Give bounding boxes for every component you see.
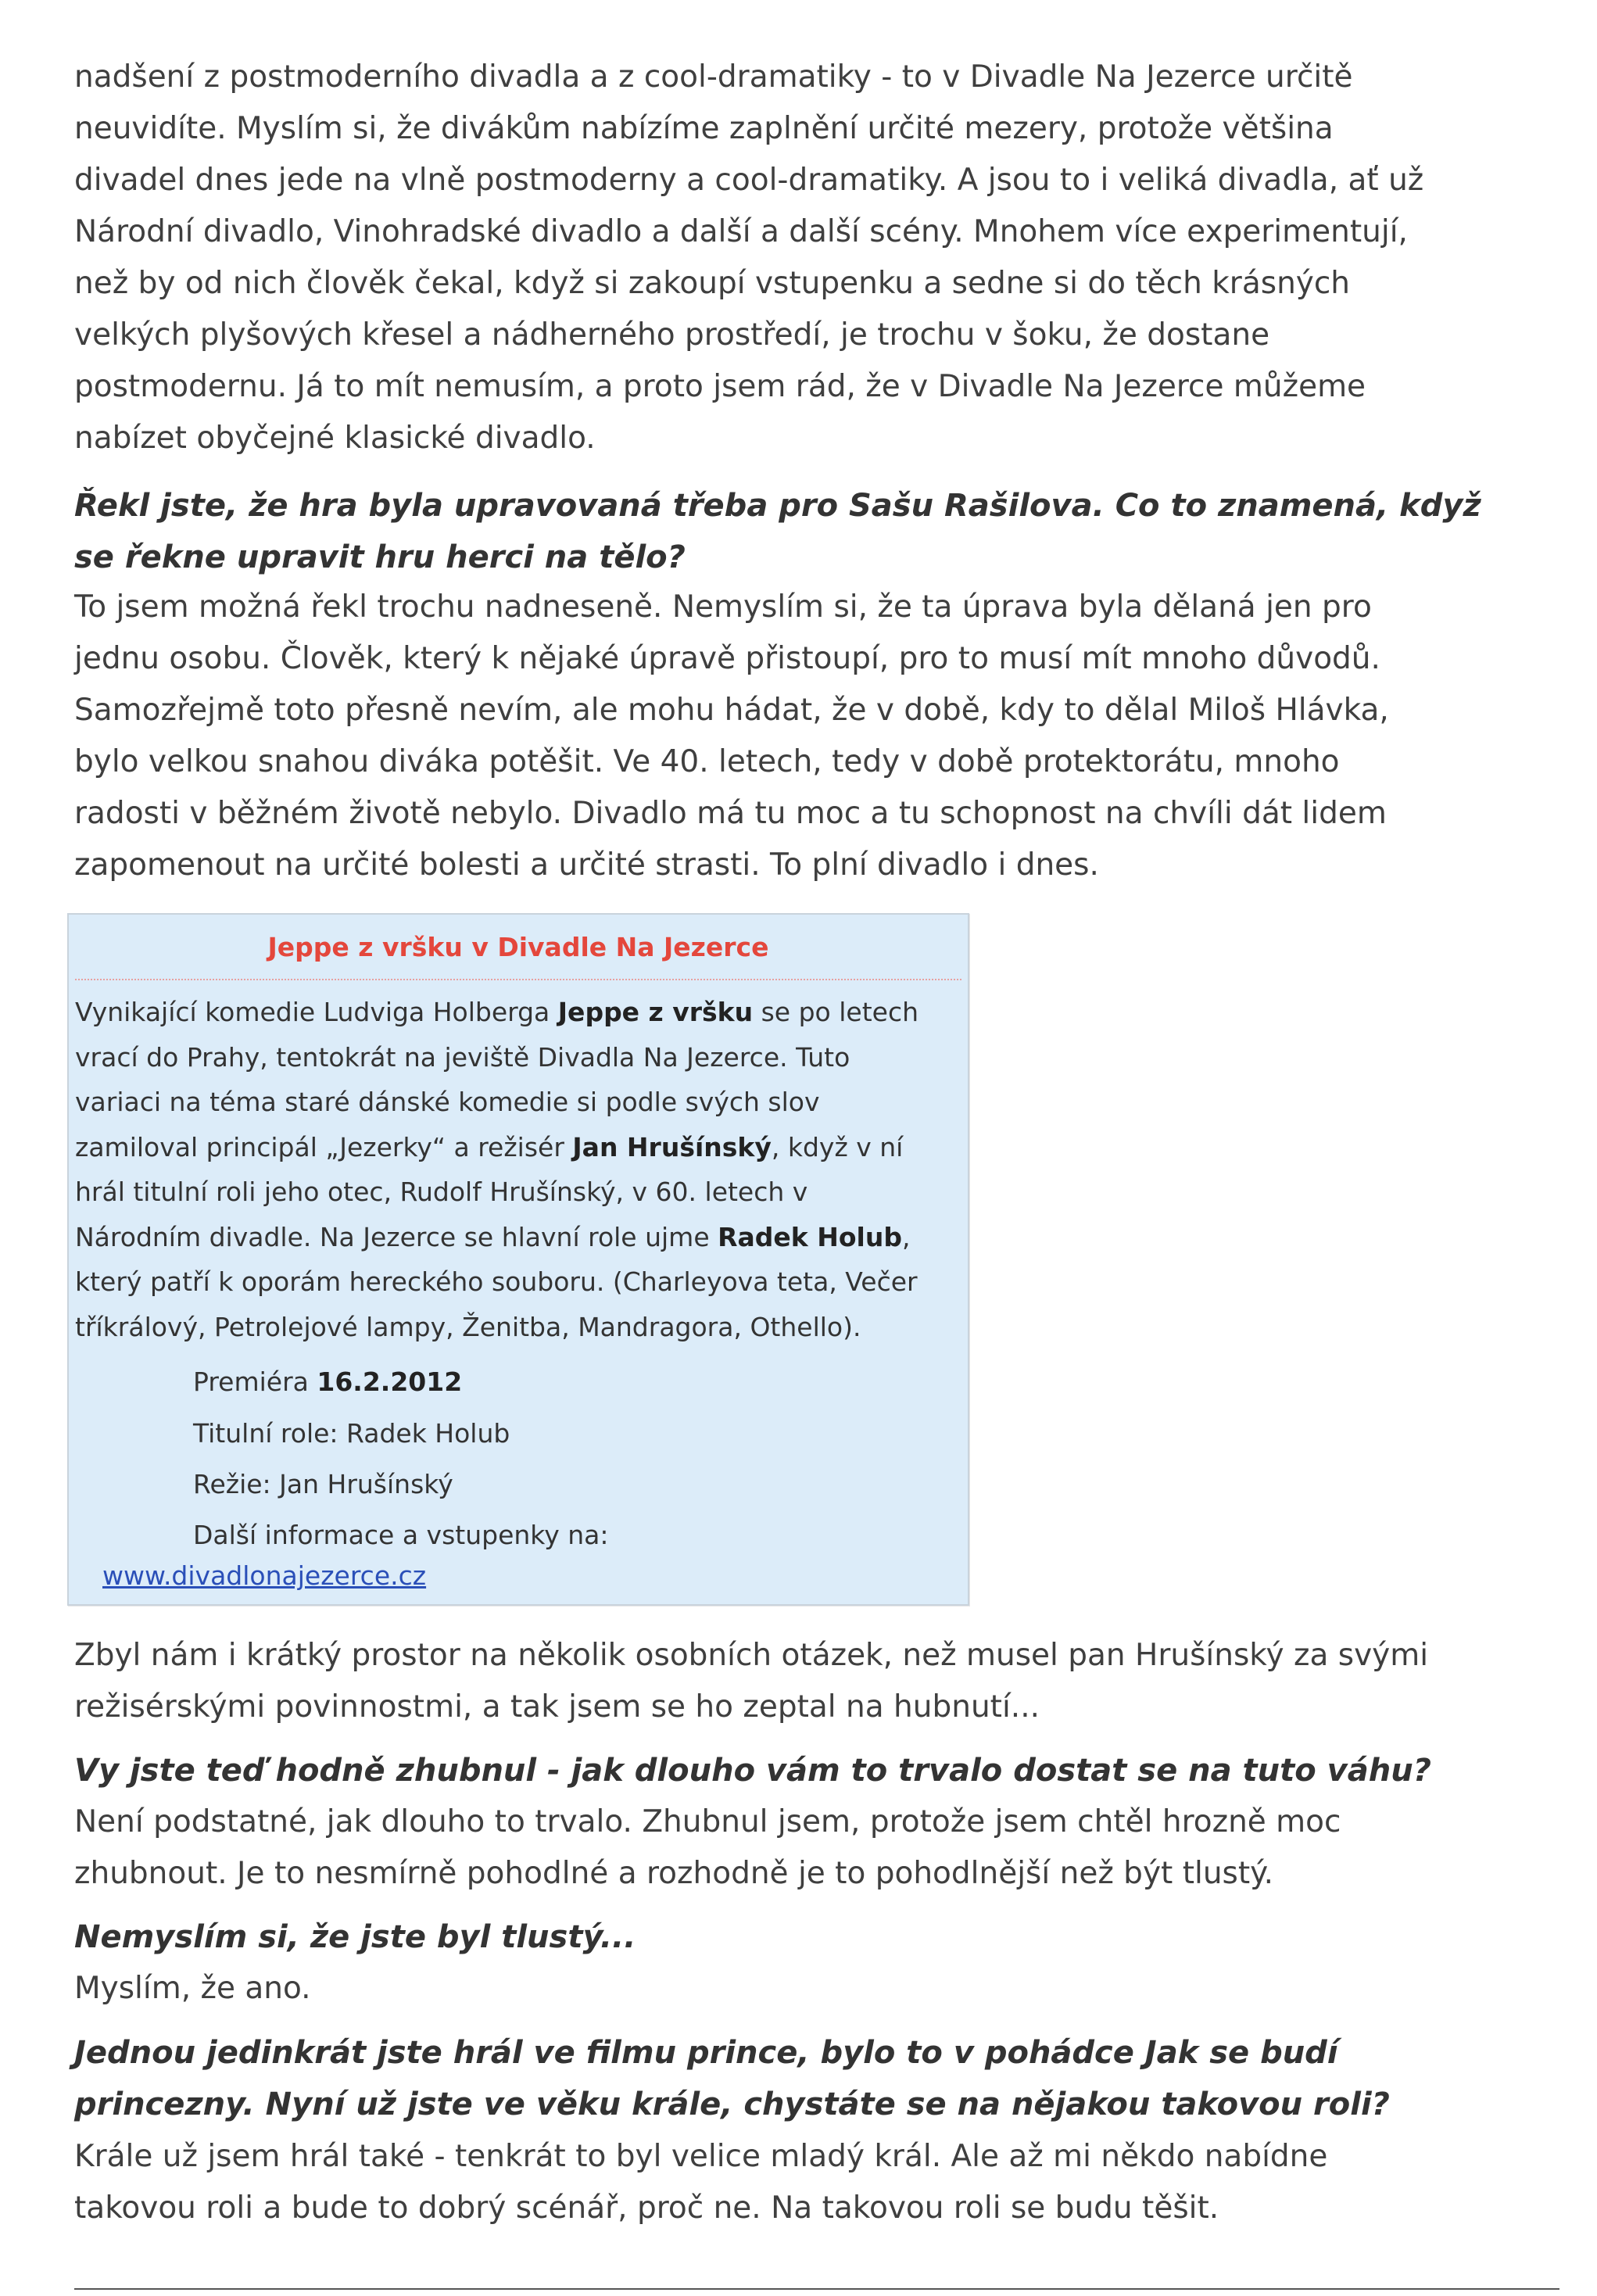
text-line: radosti v běžném životě nebylo. Divadlo má tu moc a tu schopnost na chvíli dát lidem (74, 796, 1387, 831)
director-name: Jan Hrušínský (572, 1131, 772, 1162)
text-line: divadel dnes jede na vlně postmoderny a cool-dramatiky. A jsou to i veliká divadla, ať už (74, 163, 1424, 198)
text-line: variaci na téma staré dánské komedie si podle svých slov (75, 1087, 820, 1117)
text-line: nadšení z postmoderního divadla a z cool-dramatiky - to v Divadle Na Jezerce určitě (74, 59, 1353, 95)
text-line: zamiloval principál „Jezerky“ a režisér Jan Hrušínský, když v ní (75, 1131, 904, 1162)
text-line: Samozřejmě toto přesně nevím, ale mohu hádat, že v době, kdy to dělal Miloš Hlávka, (74, 693, 1389, 728)
text-line: Národní divadlo, Vinohradské divadlo a další a další scény. Mnohem více experimentují, (74, 214, 1408, 249)
text-line: režisérskými povinnostmi, a tak jsem se ho zeptal na hubnutí... (74, 1689, 1040, 1725)
text-line: Krále už jsem hrál také - tenkrát to byl velice mladý král. Ale až mi někdo nabídne (74, 2139, 1328, 2174)
text-line: velkých plyšových křesel a nádherného prostředí, je trochu v šoku, že dostane (74, 317, 1270, 353)
text-line: Není podstatné, jak dlouho to trvalo. Zhubnul jsem, protože jsem chtěl hrozně moc (74, 1804, 1341, 1839)
interview-answer (74, 1796, 1559, 1900)
text-line: takovou roli a bude to dobrý scénář, proč ne. Na takovou roli se budu těšit. (74, 2190, 1219, 2226)
text-line: tříkrálový, Petrolejové lampy, Ženitba, Mandragora, Othello). (75, 1311, 861, 1342)
text-line: nabízet obyčejné klasické divadlo. (74, 421, 596, 456)
text-line: postmodernu. Já to mít nemusím, a proto jsem rád, že v Divadle Na Jezerce můžeme (74, 369, 1366, 404)
interview-question (74, 2027, 1559, 2130)
text-line: zhubnout. Je to nesmírně pohodlné a rozhodně je to pohodlnější než být tlustý. (74, 1856, 1274, 1891)
transition-paragraph (74, 1630, 1559, 1733)
interview-question (74, 480, 1559, 583)
theatre-website-link[interactable]: www.divadlonajezerce.cz (102, 1560, 427, 1591)
text-line: než by od nich člověk čekal, když si zakoupí vstupenku a sedne si do těch krásných (74, 266, 1351, 301)
premiere-date: 16.2.2012 (317, 1366, 463, 1397)
interview-answer (74, 582, 1559, 891)
director-line: Režie: Jan Hrušínský (193, 1469, 453, 1499)
text-line: Nemyslím si, že jste byl tlustý... (74, 1919, 636, 1955)
text-line: Vynikající komedie Ludviga Holberga Jeppe z vršku se po letech (75, 997, 918, 1027)
play-title: Jeppe z vršku (557, 997, 754, 1027)
text-line: princezny. Nyní už jste ve věku krále, chystáte se na nějakou takovou roli? (74, 2086, 1390, 2122)
text-line: neuvidíte. Myslím si, že divákům nabízíme zaplnění určité mezery, protože většina (74, 111, 1334, 146)
text-line: To jsem možná řekl trochu nadneseně. Nemyslím si, že ta úprava byla dělaná jen pro (74, 589, 1372, 625)
text-line: Řekl jste, že hra byla upravovaná třeba pro Sašu Rašilova. Co to znamená, když (74, 488, 1481, 524)
premiere-line: Premiéra 16.2.2012 (193, 1366, 463, 1397)
text-line: zapomenout na určité bolesti a určité strasti. To plní divadlo i dnes. (74, 847, 1099, 883)
actor-name: Radek Holub (718, 1221, 902, 1252)
text-line: Vy jste teď hodně zhubnul - jak dlouho vám to trvalo dostat se na tuto váhu? (74, 1753, 1431, 1789)
intro-paragraph (74, 52, 1559, 464)
text-line: Zbyl nám i krátký prostor na několik osobních otázek, než musel pan Hrušínský za svými (74, 1638, 1429, 1673)
text-line: bylo velkou snahou diváka potěšit. Ve 40. letech, tedy v době protektorátu, mnoho (74, 744, 1340, 779)
text-line: jednu osobu. Člověk, který k nějaké úpravě přistoupí, pro to musí mít mnoho důvodů. (74, 641, 1380, 676)
interview-question (74, 1745, 1559, 1796)
interview-question (74, 1911, 1559, 1963)
text-line: se řekne upravit hru herci na tělo? (74, 539, 686, 575)
info-box-description (75, 990, 966, 1349)
footer-divider (74, 2288, 1559, 2290)
text-line: Jednou jedinkrát jste hrál ve filmu prince, bylo to v pohádce Jak se budí (74, 2035, 1338, 2071)
text-line: Národním divadle. Na Jezerce se hlavní role ujme Radek Holub, (75, 1221, 911, 1252)
interview-answer (74, 1963, 1559, 2015)
text-line: hrál titulní roli jeho otec, Rudolf Hrušínský, v 60. letech v (75, 1177, 808, 1207)
text-line: vrací do Prahy, tentokrát na jeviště Divadla Na Jezerce. Tuto (75, 1041, 850, 1073)
info-box-title: Jeppe z vršku v Divadle Na Jezerce (267, 932, 769, 962)
text-line: Myslím, že ano. (74, 1971, 311, 2006)
event-info-box (67, 913, 969, 1606)
interview-answer (74, 2131, 1559, 2234)
more-info-line: Další informace a vstupenky na: (193, 1520, 609, 1550)
title-role-line: Titulní role: Radek Holub (193, 1418, 510, 1449)
divider (75, 979, 961, 980)
text-line: který patří k oporám hereckého souboru. (Charleyova teta, Večer (75, 1266, 918, 1297)
